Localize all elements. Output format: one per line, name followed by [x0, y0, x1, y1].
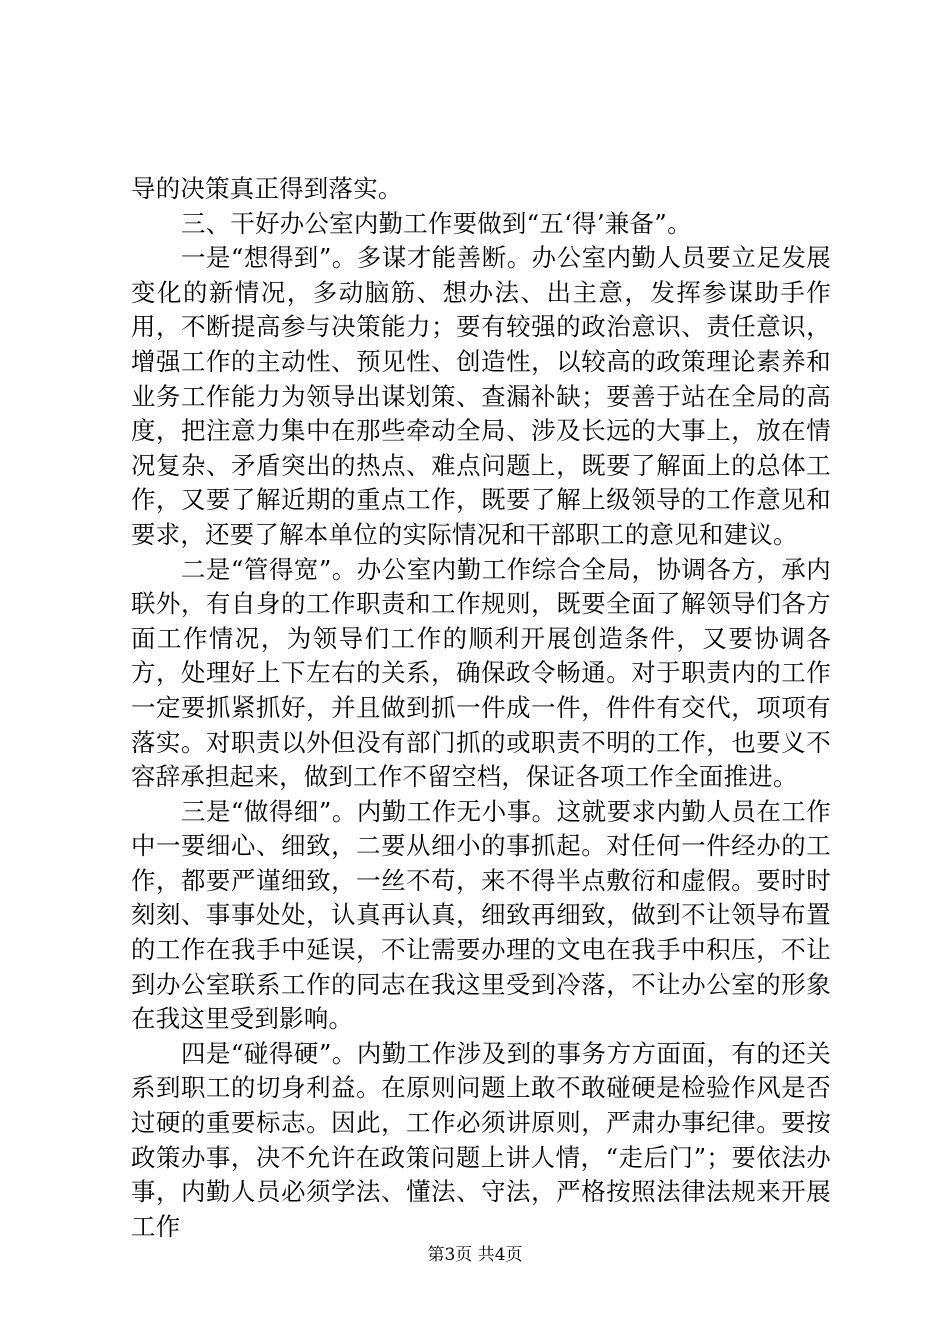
paragraph-manage: 二是“管得宽”。办公室内勤工作综合全局，协调各方，承内联外，有自身的工作职责和工作规则，既要全面了解领导们各方面工作情况，为领导们工作的顺利开展创造条件，又要协调各方，处理好上下左右的关系，确保政令畅通。对于职责内的工作一定要抓紧抓好，并且做到抓一件成一件，件件有交代，项项有落实。对职责以外但没有部门抓的或职责不明的工作，也要义不容辞承担起来，做到工作不留空档，保证各项工作全面推进。	[131, 554, 831, 792]
page-footer	[0, 1243, 950, 1267]
paragraph-think: 一是“想得到”。多谋才能善断。办公室内勤人员要立足发展变化的新情况，多动脑筋、想办法、出主意，发挥参谋助手作用，不断提高参与决策能力；要有较强的政治意识、责任意识，增强工作的主动性、预见性、创造性，以较高的政策理论素养和业务工作能力为领导出谋划策、查漏补缺；要善于站在全局的高度，把注意力集中在那些牵动全局、涉及长远的大事上，放在情况复杂、矛盾突出的热点、难点问题上，既要了解面上的总体工作，又要了解近期的重点工作，既要了解上级领导的工作意见和要求，还要了解本单位的实际情况和干部职工的意见和建议。	[131, 243, 831, 549]
paragraph-detail: 三是“做得细”。内勤工作无小事。这就要求内勤人员在工作中一要细心、细致，二要从细小的事抓起。对任何一件经办的工作，都要严谨细致，一丝不苟，来不得半点敷衍和虚假。要时时刻刻、事事处处，认真再认真，细致再细致，做到不让领导布置的工作在我手中延误，不让需要办理的文电在我手中积压，不让到办公室联系工作的同志在我这里受到冷落，不让办公室的形象在我这里受到影响。	[131, 796, 831, 1034]
document-body	[131, 172, 831, 1244]
paragraph-continuation: 导的决策真正得到落实。	[131, 174, 403, 203]
paragraph-firm: 四是“碰得硬”。内勤工作涉及到的事务方方面面，有的还关系到职工的切身利益。在原则问题上敢不敢碰硬是检验作风是否过硬的重要标志。因此，工作必须讲原则，严肃办事纪律。要按政策办事，决不允许在政策问题上讲人情，“走后门”；要依法办事，内勤人员必须学法、懂法、守法，严格按照法律法规来开展工作	[131, 1038, 831, 1241]
page-number: 第3页 共4页	[427, 1245, 523, 1265]
section-heading: 三、干好办公室内勤工作要做到“五‘得’兼备”。	[181, 208, 692, 238]
